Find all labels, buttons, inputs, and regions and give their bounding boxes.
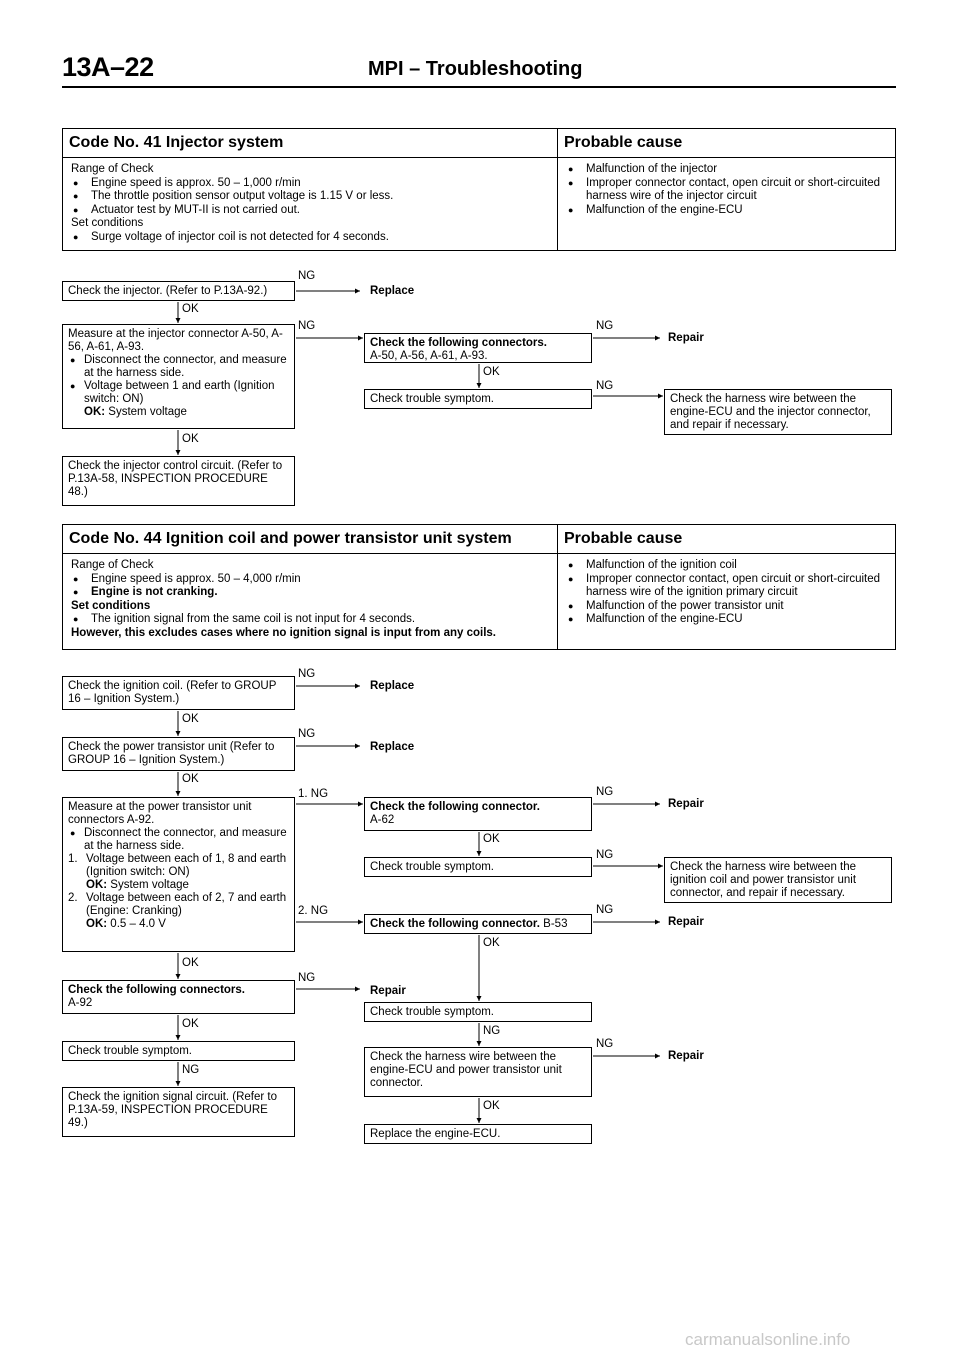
label-ok: OK bbox=[182, 773, 199, 785]
harness-ignition-box: Check the harness wire between the ignition coil and power transistor unit connector, and repair if necessary. bbox=[664, 857, 892, 903]
trouble-symptom-box: Check trouble symptom. bbox=[364, 389, 592, 409]
page-number: 13A–22 bbox=[62, 52, 154, 82]
label-ng: NG bbox=[596, 380, 614, 392]
result-repair: Repair bbox=[668, 1050, 704, 1062]
trouble-symptom-box: Check trouble symptom. bbox=[364, 857, 592, 877]
label-ok: OK bbox=[182, 303, 199, 315]
harness-injector-box: Check the harness wire between the engine-ECU and the injector connector, and repair if necessary. bbox=[664, 389, 892, 435]
ignition-signal-box: Check the ignition signal circuit. (Refer to P.13A-59, INSPECTION PROCEDURE 49.) bbox=[62, 1087, 295, 1137]
ok-value: 0.5 – 4.0 V bbox=[110, 918, 166, 930]
label-ok: OK bbox=[182, 1018, 199, 1030]
result-repair: Repair bbox=[668, 332, 704, 344]
ok-value: System voltage bbox=[110, 879, 189, 891]
label-ok: OK bbox=[483, 833, 500, 845]
measure-step-2: 2. Voltage between each of 2, 7 and earth (Engine: Cranking) bbox=[68, 892, 287, 917]
result-repair: Repair bbox=[668, 916, 704, 928]
range-item: ● Actuator test by MUT-II is not carried out. bbox=[71, 204, 549, 218]
label-ok: OK bbox=[182, 713, 199, 725]
cause-item: ● Malfunction of the engine-ECU bbox=[566, 613, 887, 627]
label-ng: NG bbox=[182, 1064, 200, 1076]
label-ng: NG bbox=[298, 270, 316, 282]
trouble-symptom-box: Check trouble symptom. bbox=[62, 1041, 295, 1061]
range-heading: Range of Check bbox=[71, 559, 154, 571]
code41-title: Code No. 41 Injector system bbox=[63, 129, 558, 158]
set-item: ● The ignition signal from the same coil is not input for 4 seconds. bbox=[71, 613, 549, 627]
label-ng: NG bbox=[596, 786, 614, 798]
label-ng: NG bbox=[596, 904, 614, 916]
range-item: ● Engine is not cranking. bbox=[71, 586, 549, 600]
label-ng: NG bbox=[298, 728, 316, 740]
set-item: ● Surge voltage of injector coil is not detected for 4 seconds. bbox=[71, 231, 549, 245]
measure-step-1: 1. Voltage between each of 1, 8 and earth bbox=[68, 853, 287, 865]
set-note: However, this excludes cases where no ignition signal is input from any coils. bbox=[71, 626, 496, 639]
cause-item: ● Malfunction of the power transistor unit bbox=[566, 600, 887, 614]
range-item: ● The throttle position sensor output voltage is 1.15 V or less. bbox=[71, 190, 549, 204]
result-repair: Repair bbox=[668, 798, 704, 810]
cause-item: ● Improper connector contact, open circuit or short-circuited harness wire of the ignition primary circuit bbox=[566, 573, 887, 600]
injector-control-box: Check the injector control circuit. (Refer to P.13A-58, INSPECTION PROCEDURE 48.) bbox=[62, 456, 295, 506]
check-conn-title: Check the following connector. bbox=[370, 918, 540, 930]
cause-item: ● Improper connector contact, open circuit or short-circuited harness wire of the injector circuit bbox=[566, 177, 887, 204]
page-title: MPI – Troubleshooting bbox=[368, 58, 583, 80]
label-ng: NG bbox=[596, 320, 614, 332]
ok-label: OK: bbox=[84, 406, 106, 418]
measure-bullet: ● Disconnect the connector, and measure at the harness side. bbox=[68, 827, 289, 853]
range-heading: Range of Check bbox=[71, 163, 154, 175]
result-replace: Replace bbox=[370, 741, 415, 753]
check-conn-code: B-53 bbox=[543, 918, 568, 930]
label-2ng: 2. NG bbox=[298, 905, 329, 917]
label-ok: OK bbox=[182, 957, 199, 969]
label-ok: OK bbox=[483, 937, 500, 949]
range-item: ● Engine speed is approx. 50 – 1,000 r/min bbox=[71, 177, 549, 191]
cause-item: ● Malfunction of the injector bbox=[566, 163, 887, 177]
measure-bullet: ● Disconnect the connector, and measure at the harness side. bbox=[68, 354, 289, 380]
set-heading: Set conditions bbox=[71, 599, 151, 612]
check-conn-title: Check the following connectors. bbox=[68, 984, 245, 996]
code44-title: Code No. 44 Ignition coil and power transistor unit system bbox=[63, 525, 558, 554]
check-injector-box: Check the injector. (Refer to P.13A-92.) bbox=[62, 281, 295, 301]
label-ng: NG bbox=[298, 320, 316, 332]
result-replace: Replace bbox=[370, 285, 415, 297]
label-ng: NG bbox=[483, 1025, 501, 1037]
label-ng: NG bbox=[298, 972, 316, 984]
check-conn-list: A-50, A-56, A-61, A-93. bbox=[370, 350, 488, 362]
result-replace: Replace bbox=[370, 680, 415, 692]
measure-title: Measure at the power transistor unit connectors A-92. bbox=[68, 801, 252, 826]
label-ng: NG bbox=[298, 668, 316, 680]
measure-bullet: ● Voltage between 1 and earth (Ignition switch: ON) bbox=[68, 380, 289, 406]
ok-value: System voltage bbox=[108, 406, 187, 418]
cause-item: ● Malfunction of the ignition coil bbox=[566, 559, 887, 573]
ok-label: OK: bbox=[86, 918, 108, 930]
check-conn-title: Check the following connector. bbox=[370, 801, 540, 813]
set-heading: Set conditions bbox=[71, 217, 144, 229]
watermark: carmanualsonline.info bbox=[685, 1330, 851, 1349]
trouble-symptom-box: Check trouble symptom. bbox=[364, 1002, 592, 1022]
label-ok: OK bbox=[483, 1100, 500, 1112]
cause-item: ● Malfunction of the engine-ECU bbox=[566, 204, 887, 218]
ok-label: OK: bbox=[86, 879, 108, 891]
label-ok: OK bbox=[182, 433, 199, 445]
code44-cause-title: Probable cause bbox=[558, 525, 896, 554]
replace-ecu-box: Replace the engine-ECU. bbox=[364, 1124, 592, 1144]
label-1ng: 1. NG bbox=[298, 788, 329, 800]
range-item: ● Engine speed is approx. 50 – 4,000 r/min bbox=[71, 573, 549, 587]
label-ng: NG bbox=[596, 1038, 614, 1050]
check-conn-title: Check the following connectors. bbox=[370, 337, 547, 349]
check-ignition-coil-box: Check the ignition coil. (Refer to GROUP 16 – Ignition System.) bbox=[62, 676, 295, 710]
harness-ecu-box: Check the harness wire between the engine-ECU and power transistor unit connector. bbox=[364, 1047, 592, 1097]
result-repair: Repair bbox=[370, 985, 406, 997]
label-ng: NG bbox=[596, 849, 614, 861]
check-conn-code: A-62 bbox=[370, 814, 395, 826]
label-ok: OK bbox=[483, 366, 500, 378]
check-conn-code: A-92 bbox=[68, 997, 93, 1009]
check-ptu-box: Check the power transistor unit (Refer to GROUP 16 – Ignition System.) bbox=[62, 737, 295, 771]
measure-title: Measure at the injector connector A-50, A-56, A-61, A-93. bbox=[68, 328, 283, 353]
measure-cond: (Ignition switch: ON) bbox=[86, 866, 190, 878]
code41-cause-title: Probable cause bbox=[558, 129, 896, 158]
